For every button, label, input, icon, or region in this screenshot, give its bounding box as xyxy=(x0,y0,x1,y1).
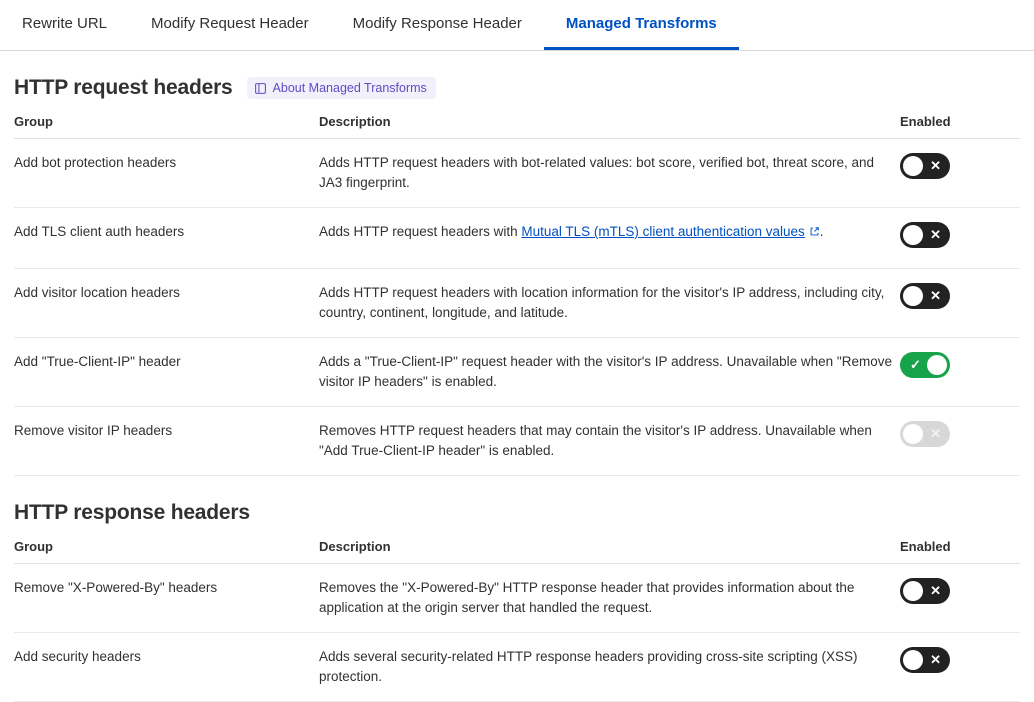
table-row xyxy=(14,407,1020,476)
table-row xyxy=(14,564,1020,633)
enabled-toggle[interactable] xyxy=(900,352,950,378)
toggle-off-icon: ✕ xyxy=(930,426,941,441)
external-link-icon xyxy=(809,223,820,243)
table-row xyxy=(14,338,1020,407)
row-description: Removes the "X-Powered-By" HTTP response header that provides information about the application at the origin server that handled the request. xyxy=(319,564,900,633)
table-header-row xyxy=(14,114,1020,139)
response-section-header xyxy=(14,501,1020,525)
table-header-row xyxy=(14,539,1020,564)
response-headers-table xyxy=(14,539,1020,702)
row-description-suffix: . xyxy=(819,224,824,239)
table-row xyxy=(14,633,1020,702)
table-row xyxy=(14,269,1020,338)
toggle-knob xyxy=(927,355,947,375)
row-group-label: Add bot protection headers xyxy=(14,139,319,208)
tab-managed-transforms[interactable]: Managed Transforms xyxy=(544,15,739,50)
column-header-group: Group xyxy=(14,539,319,564)
tab-modify-response-header[interactable]: Modify Response Header xyxy=(352,15,522,32)
enabled-toggle[interactable] xyxy=(900,222,950,248)
row-enabled-cell xyxy=(900,407,1020,476)
toggle-off-icon: ✕ xyxy=(930,583,941,598)
request-headers-table xyxy=(14,114,1020,476)
row-group-label: Remove "X-Powered-By" headers xyxy=(14,564,319,633)
response-section-title: HTTP response headers xyxy=(14,501,250,524)
row-description: Adds a "True-Client-IP" request header with the visitor's IP address. Unavailable when "Remove visitor IP headers" is enabled. xyxy=(319,338,900,407)
http-response-headers-section xyxy=(0,501,1034,702)
toggle-off-icon: ✕ xyxy=(930,652,941,667)
column-header-description: Description xyxy=(319,539,900,564)
row-group-label: Add TLS client auth headers xyxy=(14,208,319,269)
column-header-enabled: Enabled xyxy=(900,539,1020,564)
http-request-headers-section xyxy=(0,76,1034,476)
table-row xyxy=(14,208,1020,269)
row-description xyxy=(319,208,900,269)
row-group-label: Add "True-Client-IP" header xyxy=(14,338,319,407)
row-enabled-cell xyxy=(900,139,1020,208)
row-description-text: Adds HTTP request headers with xyxy=(319,224,522,239)
row-enabled-cell xyxy=(900,208,1020,269)
row-enabled-cell xyxy=(900,269,1020,338)
column-header-enabled: Enabled xyxy=(900,114,1020,139)
toggle-knob xyxy=(903,424,923,444)
request-section-header xyxy=(14,76,1020,100)
toggle-knob xyxy=(903,156,923,176)
toggle-on-icon: ✓ xyxy=(910,357,921,372)
row-group-label: Remove visitor IP headers xyxy=(14,407,319,476)
toggle-off-icon: ✕ xyxy=(930,288,941,303)
toggle-off-icon: ✕ xyxy=(930,158,941,173)
mtls-client-auth-link[interactable]: Mutual TLS (mTLS) client authentication values xyxy=(521,224,805,239)
enabled-toggle[interactable] xyxy=(900,647,950,673)
row-description: Adds HTTP request headers with location information for the visitor's IP address, including city, country, continent, longitude, and latitude. xyxy=(319,269,900,338)
enabled-toggle-disabled xyxy=(900,421,950,447)
table-row xyxy=(14,139,1020,208)
book-icon xyxy=(254,82,267,95)
about-managed-transforms-button[interactable] xyxy=(247,77,436,99)
row-group-label: Add security headers xyxy=(14,633,319,702)
toggle-knob xyxy=(903,286,923,306)
enabled-toggle[interactable] xyxy=(900,283,950,309)
toggle-knob xyxy=(903,225,923,245)
row-description: Removes HTTP request headers that may contain the visitor's IP address. Unavailable when "Add True-Client-IP header" is enabled. xyxy=(319,407,900,476)
tab-modify-request-header[interactable]: Modify Request Header xyxy=(151,15,309,32)
column-header-group: Group xyxy=(14,114,319,139)
page-title: HTTP request headers xyxy=(14,76,233,99)
row-enabled-cell xyxy=(900,633,1020,702)
row-group-label: Add visitor location headers xyxy=(14,269,319,338)
tab-bar xyxy=(0,0,1034,51)
row-description: Adds several security-related HTTP response headers providing cross-site scripting (XSS) protection. xyxy=(319,633,900,702)
enabled-toggle[interactable] xyxy=(900,153,950,179)
about-managed-transforms-label: About Managed Transforms xyxy=(272,81,427,95)
column-header-description: Description xyxy=(319,114,900,139)
toggle-off-icon: ✕ xyxy=(930,227,941,242)
row-description: Adds HTTP request headers with bot-related values: bot score, verified bot, threat score, and JA3 fingerprint. xyxy=(319,139,900,208)
tab-rewrite-url[interactable]: Rewrite URL xyxy=(22,15,108,32)
row-enabled-cell xyxy=(900,338,1020,407)
toggle-knob xyxy=(903,650,923,670)
toggle-knob xyxy=(903,581,923,601)
row-enabled-cell xyxy=(900,564,1020,633)
enabled-toggle[interactable] xyxy=(900,578,950,604)
